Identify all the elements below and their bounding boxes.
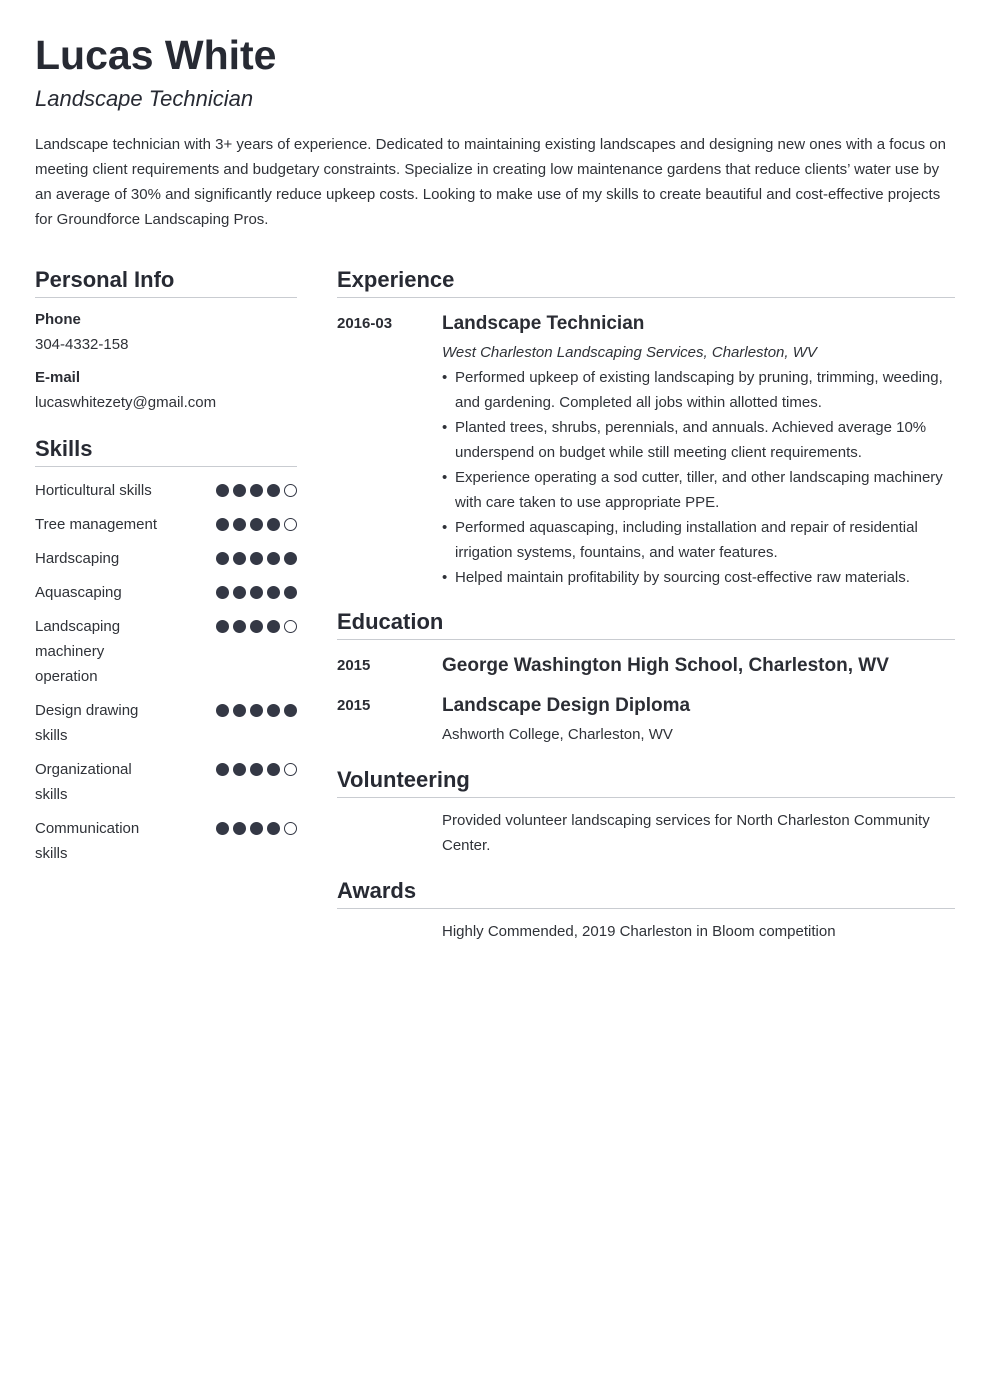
experience-heading: Experience [337,266,955,298]
skills-heading: Skills [35,435,297,467]
education-detail: Ashworth College, Charleston, WV [442,726,673,743]
education-entry [337,653,955,679]
email-label: E-mail [35,369,81,386]
job-bullets [442,365,955,590]
skill-row [35,478,297,503]
volunteering-entry [337,808,955,858]
rating-dot-filled [233,484,246,497]
rating-dot-empty [284,763,297,776]
skill-rating [216,512,297,531]
left-column [35,266,297,875]
skill-rating [216,478,297,497]
list-item: • Helped maintain profitability by sourcing cost-effective raw materials. [442,565,955,590]
skills-list [35,478,297,866]
rating-dot-filled [250,620,263,633]
rating-dot-filled [250,822,263,835]
skill-rating [216,614,297,633]
skill-rating [216,580,297,599]
profile-summary: Landscape technician with 3+ years of experience. Dedicated to maintaining existing landscapes and designing new ones with a focus on meeting client requirements and budgetary constraints. Specialize in creating low maintenance gardens that reduce clients’ water use by an average of 30% and significantly reduce upkeep costs. Looking to make use of my skills to create beautiful and cost-effective projects for Groundforce Landscaping Pros. [35,136,946,228]
rating-dot-filled [233,822,246,835]
rating-dot-empty [284,620,297,633]
rating-dot-filled [233,620,246,633]
list-item: • Experience operating a sod cutter, tiller, and other landscaping machinery with care taken to use appropriate PPE. [442,465,955,515]
rating-dot-filled [284,704,297,717]
rating-dot-filled [250,552,263,565]
rating-dot-filled [216,763,229,776]
list-item: • Performed upkeep of existing landscaping by pruning, trimming, weeding, and gardening. Completed all jobs within allotted times. [442,365,955,415]
awards-heading: Awards [337,877,955,909]
volunteering-text: Provided volunteer landscaping services for North Charleston Community Center. [442,812,930,854]
skill-rating [216,816,297,835]
skill-name: Organizational skills [35,761,132,803]
list-item: • Performed aquascaping, including installation and repair of residential irrigation systems, fountains, and water features. [442,515,955,565]
rating-dot-filled [267,586,280,599]
rating-dot-empty [284,822,297,835]
awards-entry [337,919,955,944]
rating-dot-filled [250,704,263,717]
candidate-role: Landscape Technician [35,86,254,111]
email-value: lucaswhitezety@gmail.com [35,394,217,411]
volunteering-date-spacer [337,808,442,858]
rating-dot-filled [216,518,229,531]
rating-dot-filled [284,552,297,565]
education-title: Landscape Design Diploma [442,695,691,716]
education-heading: Education [337,608,955,640]
skill-name: Tree management [35,516,158,533]
skill-name: Horticultural skills [35,482,152,499]
rating-dot-filled [233,586,246,599]
rating-dot-filled [250,763,263,776]
email-block [35,368,297,413]
rating-dot-empty [284,518,297,531]
job-company: West Charleston Landscaping Services, Charleston, WV [442,344,817,361]
rating-dot-filled [216,586,229,599]
volunteering-heading: Volunteering [337,766,955,798]
rating-dot-filled [267,704,280,717]
awards-text: Highly Commended, 2019 Charleston in Bloom competition [442,923,836,940]
skill-row [35,546,297,571]
skill-row [35,512,297,537]
education-title: George Washington High School, Charleston, WV [442,655,889,676]
rating-dot-filled [216,620,229,633]
rating-dot-filled [267,552,280,565]
phone-label: Phone [35,311,81,328]
rating-dot-filled [267,484,280,497]
rating-dot-filled [216,552,229,565]
skill-rating [216,546,297,565]
skill-row [35,614,297,689]
rating-dot-filled [267,822,280,835]
skill-name: Communication skills [35,820,140,862]
rating-dot-filled [267,763,280,776]
job-title: Landscape Technician [442,313,645,334]
skill-name: Design drawing skills [35,702,139,744]
skill-row [35,816,297,866]
phone-block [35,310,297,355]
rating-dot-filled [233,518,246,531]
list-item: • Planted trees, shrubs, perennials, and annuals. Achieved average 10% underspend on budget while still meeting client requirements. [442,415,955,465]
right-column [337,266,955,944]
personal-info-heading: Personal Info [35,266,297,298]
rating-dot-filled [216,822,229,835]
rating-dot-filled [233,552,246,565]
skill-row [35,580,297,605]
skill-rating [216,757,297,776]
rating-dot-empty [284,484,297,497]
rating-dot-filled [250,586,263,599]
rating-dot-filled [250,518,263,531]
education-entry [337,693,955,747]
rating-dot-filled [233,704,246,717]
rating-dot-filled [250,484,263,497]
rating-dot-filled [233,763,246,776]
skill-row [35,757,297,807]
skill-name: Aquascaping [35,584,122,601]
education-date: 2015 [337,657,371,674]
rating-dot-filled [284,586,297,599]
job-entry [337,311,955,590]
rating-dot-filled [267,518,280,531]
candidate-name: Lucas White [35,32,277,78]
skill-rating [216,698,297,717]
awards-date-spacer [337,919,442,944]
education-content [442,653,955,679]
education-date: 2015 [337,697,371,714]
skill-name: Landscaping machinery operation [35,618,121,685]
rating-dot-filled [216,484,229,497]
job-content [442,311,955,590]
skill-row [35,698,297,748]
rating-dot-filled [267,620,280,633]
education-content [442,693,955,747]
job-date: 2016-03 [337,315,393,332]
phone-value: 304-4332-158 [35,336,129,353]
rating-dot-filled [216,704,229,717]
skill-name: Hardscaping [35,550,120,567]
